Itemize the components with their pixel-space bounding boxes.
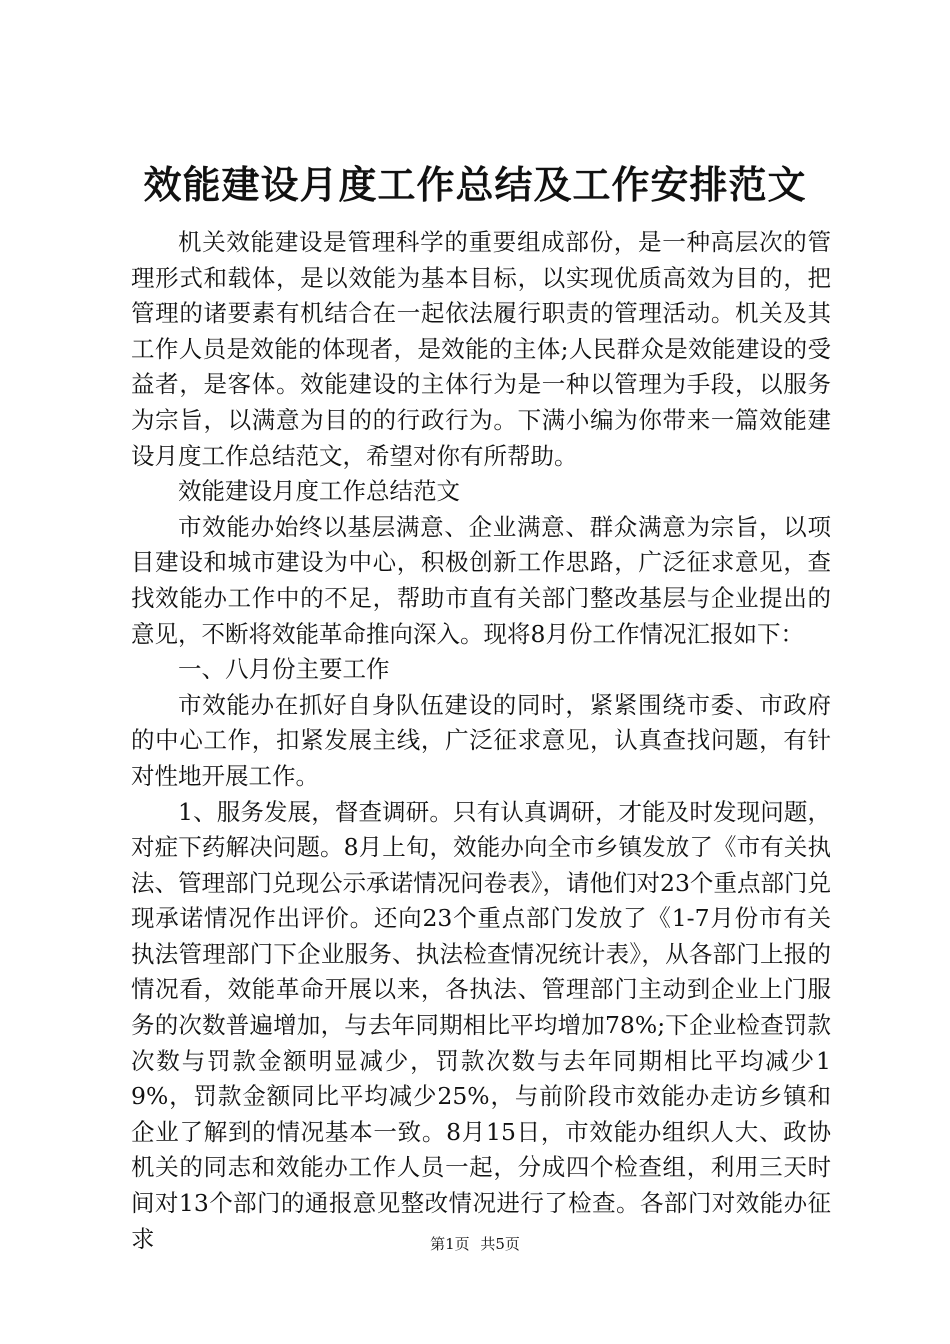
paragraph-section-intro: 市效能办在抓好自身队伍建设的同时，紧紧围绕市委、市政府的中心工作，扣紧发展主线，广泛征求意见，认真查找问题，有针对性地开展工作。	[131, 690, 831, 790]
document-title: 效能建设月度工作总结及工作安排范文	[143, 162, 807, 207]
section-heading: 一、八月份主要工作	[178, 655, 390, 684]
paragraph-subtitle: 效能建设月度工作总结范文	[178, 477, 460, 506]
paragraph-overview: 市效能办始终以基层满意、企业满意、群众满意为宗旨，以项目建设和城市建设为中心，积极创新工作思路，广泛征求意见，查找效能办工作中的不足，帮助市直有关部门整改基层与企业提出的意见，不断将效能革命推向深入。现将8月份工作情况汇报如下：	[131, 512, 831, 648]
paragraph-item-1: 1、服务发展，督查调研。只有认真调研，才能及时发现问题，对症下药解决问题。8月上旬，效能办向全市乡镇发放了《市有关执法、管理部门兑现公示承诺情况问卷表》，请他们对23个重点部门兑现承诺情况作出评价。还向23个重点部门发放了《1-7月份市有关执法管理部门下企业服务、执法检查情况统计表》，从各部门上报的情况看，效能革命开展以来，各执法、管理部门主动到企业上门服务的次数普遍增加，与去年同期相比平均增加78%;下企业检查罚款次数与罚款金额明显减少，罚款次数与去年同期相比平均减少19%，罚款金额同比平均减少25%，与前阶段市效能办走访乡镇和企业了解到的情况基本一致。8月15日，市效能办组织人大、政协机关的同志和效能办工作人员一起，分成四个检查组，利用三天时间对13个部门的通报意见整改情况进行了检查。各部门对效能办征求	[131, 797, 831, 1253]
page-total: 共5页	[480, 1235, 520, 1253]
page-footer	[0, 1234, 950, 1254]
paragraph-intro: 机关效能建设是管理科学的重要组成部份，是一种高层次的管理形式和载体，是以效能为基本目标，以实现优质高效为目的，把管理的诸要素有机结合在一起依法履行职责的管理活动。机关及其工作人员是效能的体现者，是效能的主体;人民群众是效能建设的受益者，是客体。效能建设的主体行为是一种以管理为手段，以服务为宗旨，以满意为目的的行政行为。下满小编为你带来一篇效能建设月度工作总结范文，希望对你有所帮助。	[131, 228, 831, 470]
page-number: 第1页	[430, 1235, 470, 1253]
document-body	[131, 225, 831, 1257]
